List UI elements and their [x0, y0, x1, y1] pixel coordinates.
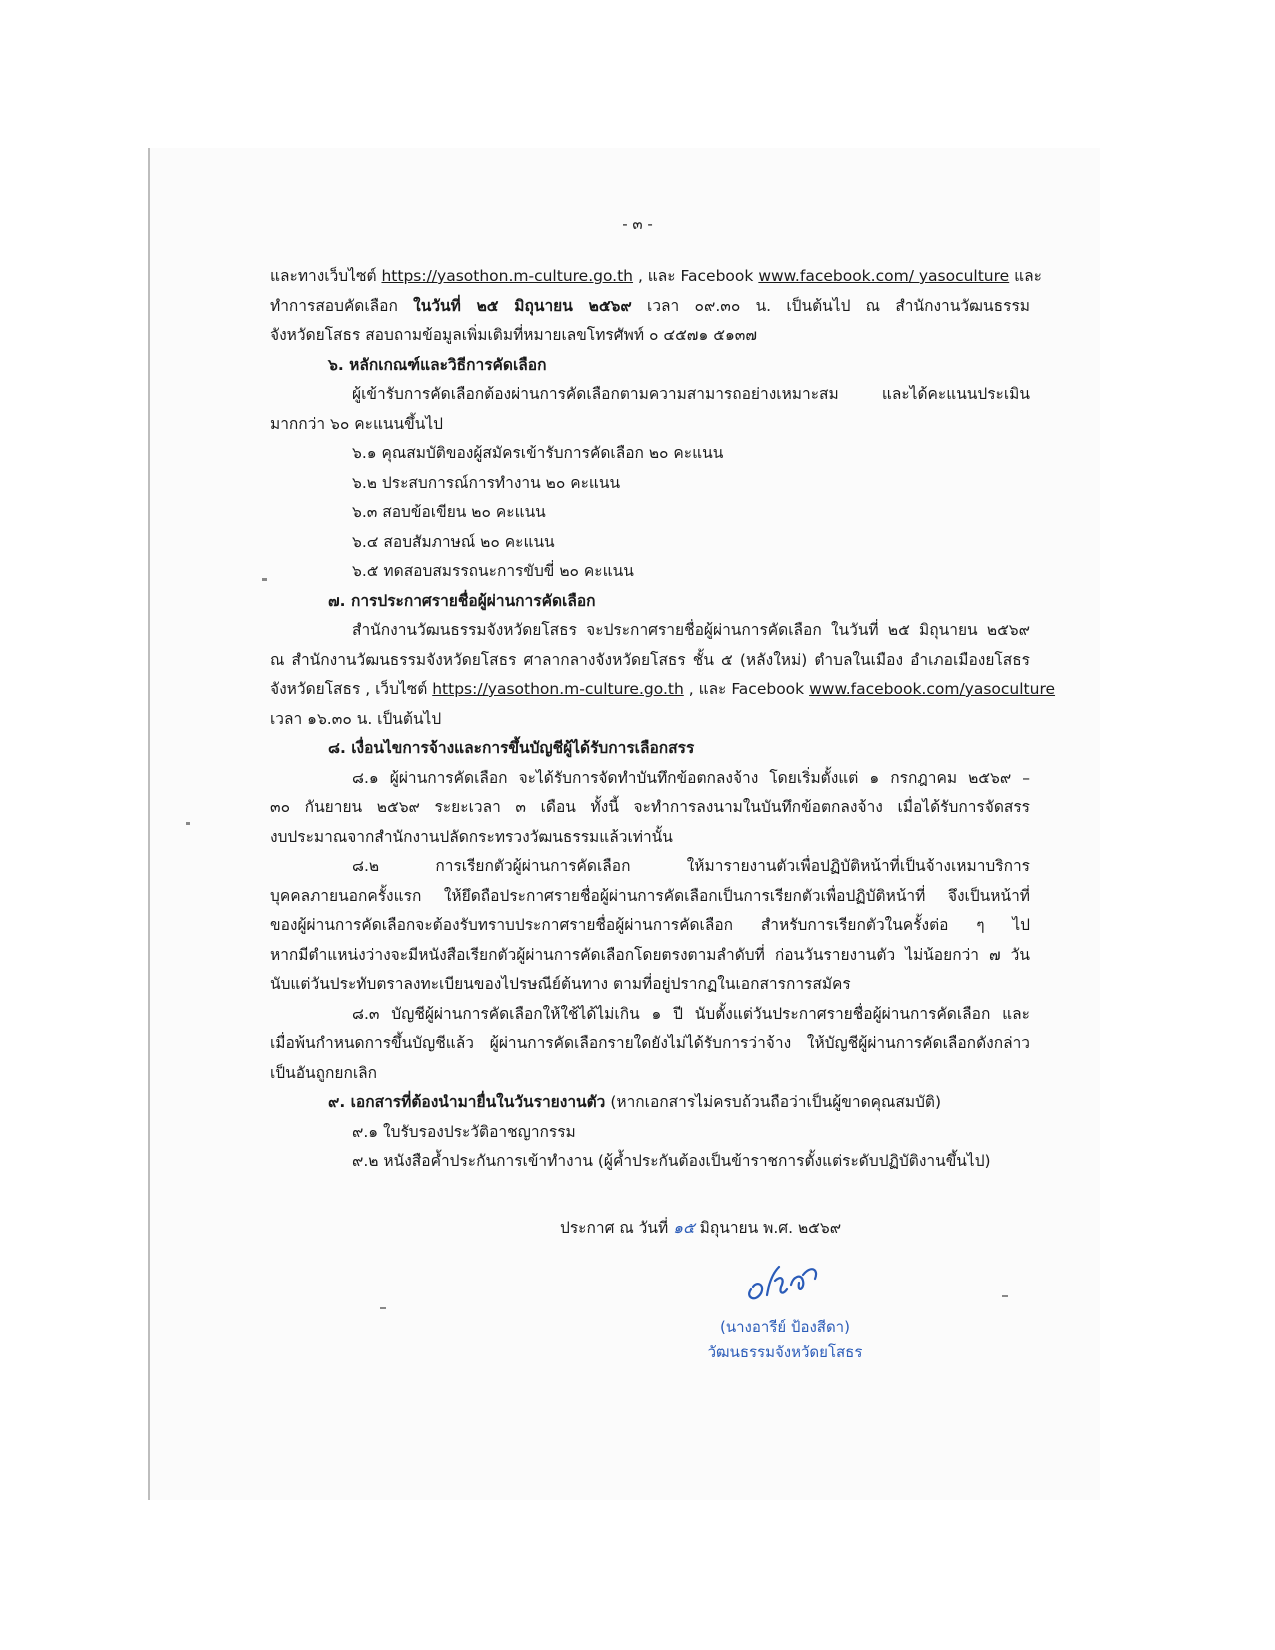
section-7-heading	[270, 587, 1030, 617]
announcement-suffix: มิถุนายน พ.ศ. ๒๕๖๙	[699, 1219, 842, 1237]
intro-line-3: จังหวัดยโสธร สอบถามข้อมูลเพิ่มเติมที่หมายเลขโทรศัพท์ ๐ ๔๕๗๑ ๕๑๓๗	[270, 326, 758, 344]
document-item: ๙.๒ หนังสือค้ำประกันการเข้าทำงาน (ผู้ค้ำประกันต้องเป็นข้าราชการตั้งแต่ระดับปฏิบัติงานขึ้นไป)	[352, 1152, 991, 1170]
exam-date: ในวันที่ ๒๕ มิถุนายน ๒๕๖๙	[413, 296, 632, 315]
section-7-text: จังหวัดยโสธร , เว็บไซต์	[270, 680, 428, 698]
facebook-link[interactable]: www.facebook.com/ yasoculture	[758, 267, 1010, 285]
announcement-date	[560, 1215, 841, 1240]
section-8-3-text: เป็นอันถูกยกเลิก	[270, 1063, 378, 1082]
section-9-note: (หากเอกสารไม่ครบถ้วนถือว่าเป็นผู้ขาดคุณสมบัติ)	[610, 1093, 942, 1111]
section-8-2-text: ของผู้ผ่านการคัดเลือกจะต้องรับทราบประกาศรายชื่อผู้ผ่านการคัดเลือก สำหรับการเรียกตัวในครั้งต่อ ๆ ไป	[270, 916, 1030, 934]
section-7-text: ณ สำนักงานวัฒนธรรมจังหวัดยโสธร ศาลากลางจังหวัดยโสธร ชั้น ๕ (หลังใหม่) ตำบลในเมือง อำเภอเมืองยโสธร	[270, 650, 1030, 669]
scan-speck	[262, 578, 267, 581]
section-8-2-text: นับแต่วันประทับตราลงทะเบียนของไปรษณีย์ต้นทาง ตามที่อยู่ปรากฏในเอกสารการสมัคร	[270, 975, 851, 993]
section-6-text: มากกว่า ๖๐ คะแนนขึ้นไป	[270, 414, 443, 433]
criteria-item: ๖.๑ คุณสมบัติของผู้สมัครเข้ารับการคัดเลือก ๒๐ คะแนน	[352, 444, 724, 462]
website-link[interactable]: https://yasothon.m-culture.go.th	[432, 680, 684, 698]
criteria-item: ๖.๕ ทดสอบสมรรถนะการขับขี่ ๒๐ คะแนน	[352, 562, 634, 580]
section-6-text: ผู้เข้ารับการคัดเลือกต้องผ่านการคัดเลือกตามความสามารถอย่างเหมาะสม และได้คะแนนประเมิน	[352, 385, 1030, 403]
section-7-text: สำนักงานวัฒนธรรมจังหวัดยโสธร จะประกาศรายชื่อผู้ผ่านการคัดเลือก ในวันที่ ๒๕ มิถุนายน ๒๕๖๙	[352, 621, 1030, 639]
section-8-3-text: เมื่อพ้นกำหนดการขึ้นบัญชีแล้ว ผู้ผ่านการคัดเลือกรายใดยังไม่ได้รับการว่าจ้าง ให้บัญชีผู้ผ่านการคัดเลือกดังกล่าว	[270, 1034, 1030, 1052]
section-heading: ๙. เอกสารที่ต้องนำมายื่นในวันรายงานตัว	[328, 1093, 606, 1111]
intro-text: และ	[1014, 267, 1042, 285]
page-number: - ๓ -	[622, 215, 653, 233]
facebook-link[interactable]: www.facebook.com/yasoculture	[809, 680, 1056, 698]
scan-speck	[380, 1307, 386, 1309]
document-item: ๙.๑ ใบรับรองประวัติอาชญากรรม	[352, 1122, 576, 1141]
section-8-2-text: ๘.๒ การเรียกตัวผู้ผ่านการคัดเลือก ให้มารายงานตัวเพื่อปฏิบัติหน้าที่เป็นจ้างเหมาบริการ	[352, 857, 1030, 875]
signer-title: วัฒนธรรมจังหวัดยโสธร	[707, 1343, 863, 1361]
scan-edge	[148, 148, 150, 1500]
intro-text: , และ Facebook	[637, 267, 754, 285]
section-heading: ๘. เงื่อนไขการจ้างและการขึ้นบัญชีผู้ได้รับการเลือกสรร	[328, 739, 695, 757]
intro-text: เวลา ๐๙.๓๐ น. เป็นต้นไป ณ สำนักงานวัฒนธรรม	[647, 296, 1030, 315]
handwritten-day: ๑๕	[673, 1219, 695, 1237]
signer-name: (นางอารีย์ ป้องสีดา)	[720, 1318, 850, 1336]
criteria-item: ๖.๓ สอบข้อเขียน ๒๐ คะแนน	[352, 503, 546, 521]
section-7-text: , และ Facebook	[688, 680, 805, 698]
document-body	[270, 262, 1056, 1177]
intro-text: ทำการสอบคัดเลือก	[270, 296, 398, 315]
scan-speck	[186, 822, 190, 825]
handwritten-signature	[745, 1255, 835, 1305]
scan-speck	[1002, 1295, 1008, 1297]
criteria-item: ๖.๒ ประสบการณ์การทำงาน ๒๐ คะแนน	[352, 473, 621, 492]
criteria-item: ๖.๔ สอบสัมภาษณ์ ๒๐ คะแนน	[352, 532, 555, 551]
section-8-1-text: งบประมาณจากสำนักงานปลัดกระทรวงวัฒนธรรมแล้วเท่านั้น	[270, 827, 673, 846]
intro-text: และทางเว็บไซต์	[270, 267, 377, 285]
signer-block	[700, 1315, 870, 1365]
intro-line-2	[270, 292, 1030, 322]
section-6-heading	[270, 351, 1030, 381]
section-8-heading	[270, 734, 1030, 764]
section-heading: ๖. หลักเกณฑ์และวิธีการคัดเลือก	[328, 355, 547, 374]
section-8-2-text: หากมีตำแหน่งว่างจะมีหนังสือเรียกตัวผู้ผ่านการคัดเลือกโดยตรงตามลำดับที่ ก่อนวันรายงานตัว ไม่น้อยกว่า ๗ วัน	[270, 945, 1030, 964]
section-8-3-text: ๘.๓ บัญชีผู้ผ่านการคัดเลือกให้ใช้ได้ไม่เกิน ๑ ปี นับตั้งแต่วันประกาศรายชื่อผู้ผ่านการคัดเลือก และ	[352, 1004, 1030, 1023]
section-heading: ๗. การประกาศรายชื่อผู้ผ่านการคัดเลือก	[328, 591, 596, 610]
section-7-text: เวลา ๑๖.๓๐ น. เป็นต้นไป	[270, 709, 442, 728]
website-link[interactable]: https://yasothon.m-culture.go.th	[381, 267, 634, 285]
section-8-1-text: ๘.๑ ผู้ผ่านการคัดเลือก จะได้รับการจัดทำบันทึกข้อตกลงจ้าง โดยเริ่มตั้งแต่ ๑ กรกฎาคม ๒๕๖๙ –	[352, 768, 1030, 787]
section-9-heading-line	[270, 1088, 1030, 1118]
intro-line-1	[270, 262, 1042, 292]
section-8-1-text: ๓๐ กันยายน ๒๕๖๙ ระยะเวลา ๓ เดือน ทั้งนี้ จะทำการลงนามในบันทึกข้อตกลงจ้าง เมื่อได้รับการจัดสรร	[270, 798, 1030, 816]
section-8-2-text: บุคคลภายนอกครั้งแรก ให้ยึดถือประกาศรายชื่อผู้ผ่านการคัดเลือกเป็นการเรียกตัวเพื่อปฏิบัติหน้าที่ จึงเป็นหน้าที่	[270, 886, 1030, 905]
announcement-prefix: ประกาศ ณ วันที่	[560, 1219, 669, 1237]
section-7-links-line	[270, 675, 1056, 705]
